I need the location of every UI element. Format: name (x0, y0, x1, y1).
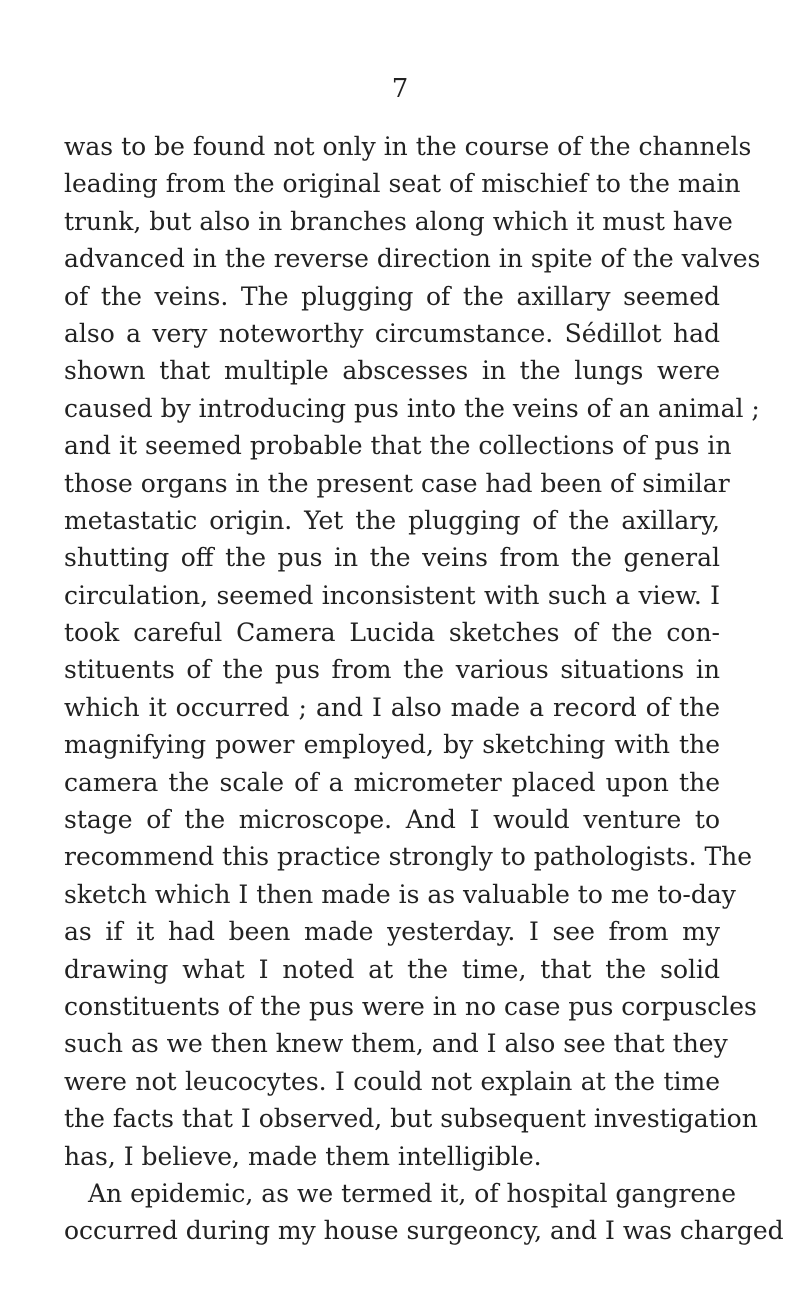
text-line: advanced in the reverse direction in spite of the valves (64, 244, 761, 274)
text-line: took careful Camera Lucida sketches of the con- (64, 618, 720, 648)
text-line: also a very noteworthy circumstance. Sédillot had (64, 318, 720, 348)
text-line: circulation, seemed inconsistent with such a view. I (64, 580, 720, 610)
text-line: recommend this practice strongly to pathologists. The (64, 842, 753, 872)
page-number: 7 (391, 74, 409, 104)
text-line: constituents of the pus were in no case pus corpuscles (64, 991, 757, 1021)
body-text (64, 128, 784, 1250)
text-line: has, I believe, made them intelligible. (64, 1141, 542, 1171)
text-line: caused by introducing pus into the veins of an animal ; (64, 393, 760, 423)
text-line: metastatic origin. Yet the plugging of the axillary, (64, 505, 720, 535)
text-line: sketch which I then made is as valuable to me to-day (64, 879, 736, 909)
text-line: such as we then knew them, and I also see that they (64, 1029, 728, 1059)
text-line: magnifying power employed, by sketching with the (64, 730, 720, 760)
text-line: were not leucocytes. I could not explain at the time (64, 1066, 720, 1096)
text-line: stage of the microscope. And I would venture to (64, 805, 720, 835)
text-line: shown that multiple abscesses in the lungs were (64, 356, 720, 386)
text-line: the facts that I observed, but subsequent investigation (64, 1104, 758, 1134)
text-line: stituents of the pus from the various situations in (64, 655, 720, 685)
text-line: of the veins. The plugging of the axillary seemed (64, 281, 720, 311)
text-line: occurred during my house surgeoncy, and I was charged (64, 1216, 784, 1246)
text-line: An epidemic, as we termed it, of hospital gangrene (88, 1178, 737, 1208)
text-line: which it occurred ; and I also made a record of the (64, 692, 720, 722)
text-line: those organs in the present case had been of similar (64, 468, 730, 498)
text-line: and it seemed probable that the collections of pus in (64, 431, 732, 461)
text-line: trunk, but also in branches along which it must have (64, 206, 733, 236)
text-line: drawing what I noted at the time, that the solid (64, 954, 720, 984)
text-line: was to be found not only in the course of the channels (64, 132, 752, 161)
text-line: leading from the original seat of mischief to the main (64, 169, 741, 199)
text-line: shutting off the pus in the veins from the general (64, 543, 720, 573)
text-line: camera the scale of a micrometer placed upon the (64, 767, 720, 797)
text-line: as if it had been made yesterday. I see from my (64, 917, 720, 947)
